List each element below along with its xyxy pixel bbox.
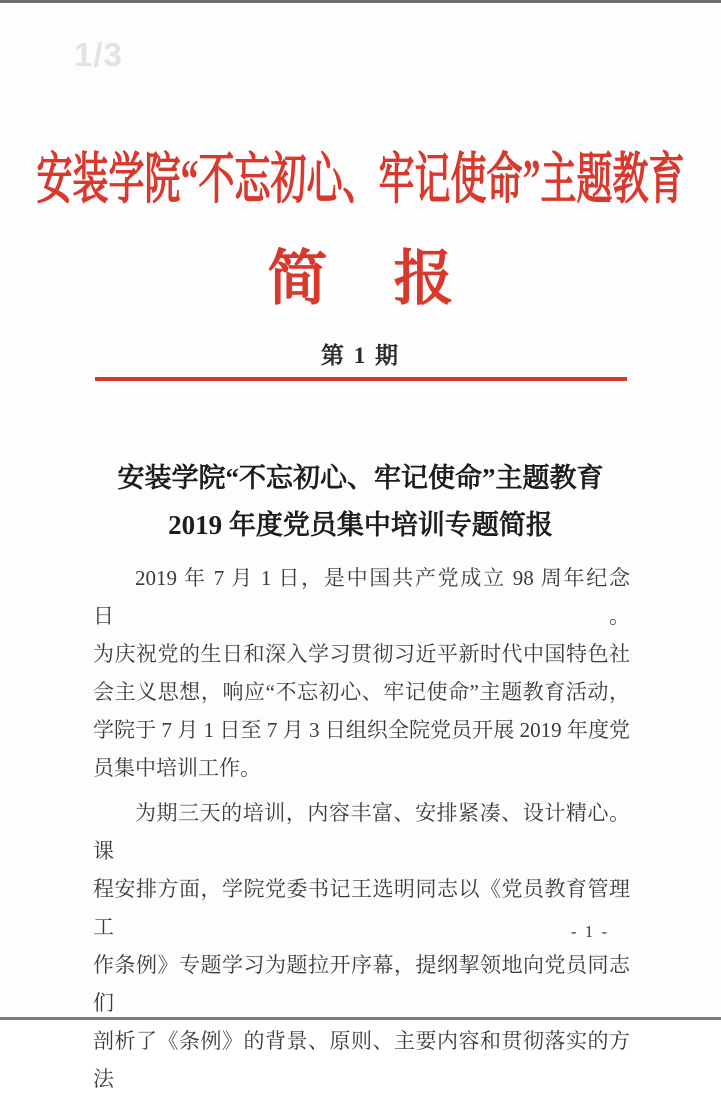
- body-line: 为期三天的培训，内容丰富、安排紧凑、设计精心。课: [93, 801, 630, 863]
- paragraph: [93, 559, 630, 787]
- viewer-top-edge: [0, 0, 721, 3]
- paragraph: [93, 794, 630, 1098]
- page-number: - 1 -: [570, 922, 610, 941]
- body-line: 剖析了《条例》的背景、原则、主要内容和贯彻落实的方法: [93, 1029, 630, 1091]
- wordmark-char: 简: [267, 246, 328, 312]
- article-heading-line: 安装学院“不忘初心、牢记使命”主题教育: [117, 463, 604, 493]
- body-line: 员集中培训工作。: [93, 756, 261, 780]
- body-line: 作条例》专题学习为题拉开序幕，提纲挈领地向党员同志们: [93, 953, 630, 1015]
- body-line: 程安排方面，学院党委书记王选明同志以《党员教育管理工: [93, 877, 630, 939]
- article-heading-line: 2019 年度党员集中培训专题简报: [168, 510, 553, 540]
- body-line: 会主义思想，响应“不忘初心、牢记使命”主题教育活动，: [93, 680, 630, 704]
- masthead-wordmark: [0, 246, 721, 312]
- body-line: 2019 年 7 月 1 日，是中国共产党成立 98 周年纪念日。: [93, 566, 630, 628]
- masthead-divider-rule: [95, 377, 627, 381]
- wordmark-char: 报: [393, 246, 454, 312]
- viewer-bottom-edge: [0, 1017, 721, 1020]
- page-indicator-overlay: 1/3: [74, 36, 123, 73]
- body-line: 学院于 7 月 1 日至 7 月 3 日组织全院党员开展 2019 年度党: [93, 718, 630, 742]
- body-line: 为庆祝党的生日和深入学习贯彻习近平新时代中国特色社: [93, 642, 630, 666]
- article-heading: [0, 455, 721, 549]
- masthead-title: 安装学院“不忘初心、牢记使命”主题教育: [36, 148, 685, 211]
- issue-label: 第 1 期: [321, 343, 400, 368]
